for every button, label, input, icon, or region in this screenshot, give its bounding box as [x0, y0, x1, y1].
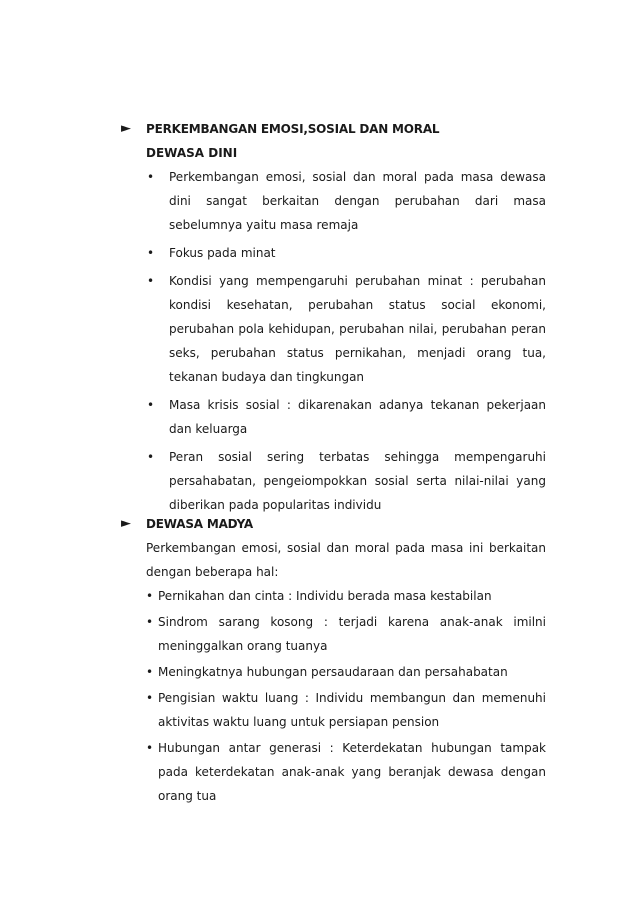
bullet-list: [0, 165, 638, 517]
list-item-text: Hubungan antar generasi : Keterdekatan hubungan tampak pada keterdekatan anak-anak yang beranjak dewasa dengan orang tua: [158, 741, 546, 803]
list-item-text: Fokus pada minat: [169, 246, 276, 260]
arrow-bullet-icon: ►: [121, 516, 131, 531]
list-item: [147, 269, 546, 389]
bullet-icon: •: [146, 615, 154, 629]
list-item-text: Kondisi yang mempengaruhi perubahan minat : perubahan kondisi kesehatan, perubahan status social ekonomi, perubahan pola kehidupan, perubahan nilai, perubahan peran seks, perubahan status pernikahan, menjadi orang tua, tekanan budaya dan tingkungan: [169, 274, 546, 384]
list-item: [147, 241, 546, 265]
list-item-text: Perkembangan emosi, sosial dan moral pada masa dewasa dini sangat berkaitan dengan perubahan dari masa sebelumnya yaitu masa remaja: [169, 170, 546, 232]
bullet-icon: •: [146, 665, 154, 679]
bullet-icon: •: [146, 691, 154, 705]
bullet-icon: •: [147, 170, 155, 184]
list-item: [146, 610, 546, 658]
list-item: [146, 660, 546, 684]
bullet-icon: •: [146, 741, 154, 755]
list-item: [146, 736, 546, 808]
list-item-text: Sindrom sarang kosong : terjadi karena anak-anak imilni meninggalkan orang tuanya: [158, 615, 546, 653]
list-item: [147, 165, 546, 237]
section-subheading: DEWASA DINI: [146, 146, 238, 160]
bullet-icon: •: [147, 274, 155, 288]
list-item-text: Meningkatnya hubungan persaudaraan dan persahabatan: [158, 665, 508, 679]
section-heading: DEWASA MADYA: [146, 517, 253, 531]
bullet-list: [0, 584, 638, 808]
list-item: [147, 393, 546, 441]
section-heading-row: [0, 117, 638, 141]
list-item-text: Pengisian waktu luang : Individu membangun dan memenuhi aktivitas waktu luang untuk persiapan pension: [158, 691, 546, 729]
bullet-icon: •: [146, 589, 154, 603]
section-dewasa-dini: [0, 117, 638, 521]
bullet-icon: •: [147, 450, 155, 464]
section-heading-row: [0, 512, 638, 536]
bullet-icon: •: [147, 246, 155, 260]
section-dewasa-madya: [0, 512, 638, 810]
list-item: [147, 445, 546, 517]
bullet-icon: •: [147, 398, 155, 412]
list-item-text: Masa krisis sosial : dikarenakan adanya tekanan pekerjaan dan keluarga: [169, 398, 546, 436]
list-item-text: Peran sosial sering terbatas sehingga mempengaruhi persahabatan, pengeiompokkan sosial serta nilai-nilai yang diberikan pada popularitas individu: [169, 450, 546, 512]
arrow-bullet-icon: ►: [121, 121, 131, 136]
section-intro: Perkembangan emosi, sosial dan moral pada masa ini berkaitan dengan beberapa hal:: [146, 541, 546, 579]
list-item: [146, 584, 546, 608]
list-item: [146, 686, 546, 734]
section-heading: PERKEMBANGAN EMOSI,SOSIAL DAN MORAL: [146, 122, 440, 136]
list-item-text: Pernikahan dan cinta : Individu berada masa kestabilan: [158, 589, 492, 603]
